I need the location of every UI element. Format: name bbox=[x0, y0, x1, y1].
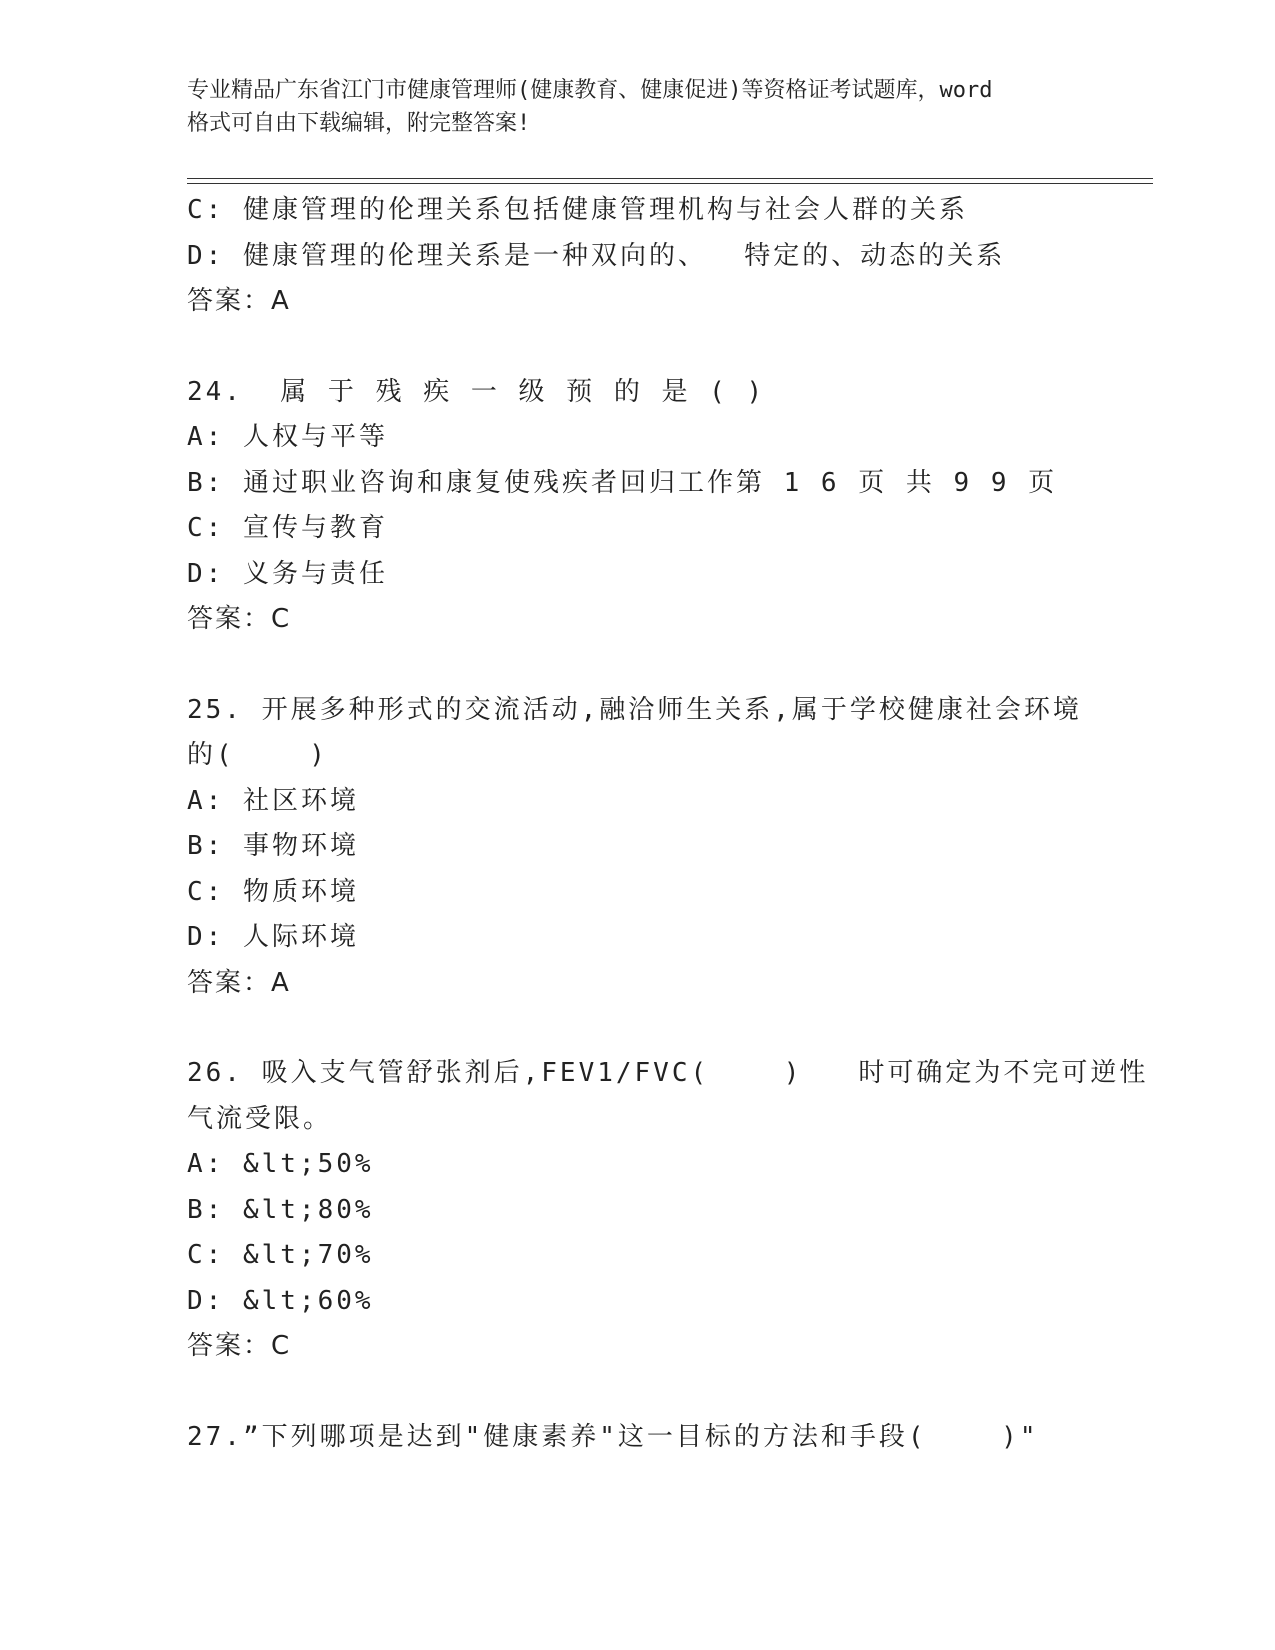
question-stem: 27.”下列哪项是达到"健康素养"这一目标的方法和手段( )" bbox=[187, 1421, 1039, 1452]
option-a: A: 人权与平等 bbox=[187, 422, 388, 452]
header-divider-top bbox=[187, 178, 1153, 179]
document-header bbox=[187, 74, 1087, 140]
option-d: D: 义务与责任 bbox=[187, 558, 388, 589]
option-d: D: 人际环境 bbox=[187, 922, 359, 952]
header-line-1: 专业精品广东省江门市健康管理师(健康教育、健康促进)等资格证考试题库，word bbox=[187, 78, 993, 103]
previous-question bbox=[187, 188, 1087, 325]
option-a: A: &lt;50% bbox=[187, 1149, 374, 1179]
option-b: B: &lt;80% bbox=[187, 1194, 374, 1225]
question-26 bbox=[187, 1051, 1149, 1370]
option-c: C: &lt;70% bbox=[187, 1240, 374, 1270]
question-stem-continued: 的( ) bbox=[187, 740, 328, 770]
question-stem: 25. 开展多种形式的交流活动,融洽师生关系,属于学校健康社会环境 bbox=[187, 694, 1082, 725]
answer: 答案：C bbox=[187, 604, 292, 634]
question-content bbox=[187, 188, 1149, 1460]
header-line-2: 格式可自由下载编辑，附完整答案! bbox=[187, 111, 531, 136]
question-stem-continued: 气流受限。 bbox=[187, 1103, 333, 1134]
option-d: D: &lt;60% bbox=[187, 1285, 374, 1316]
header-divider-bottom bbox=[187, 183, 1153, 184]
option-c: C: 健康管理的伦理关系包括健康管理机构与社会人群的关系 bbox=[187, 195, 968, 225]
question-25 bbox=[187, 688, 1087, 1007]
question-27 bbox=[187, 1415, 1087, 1461]
option-b: B: 事物环境 bbox=[187, 831, 359, 861]
option-d: D: 健康管理的伦理关系是一种双向的、 特定的、动态的关系 bbox=[187, 240, 1006, 271]
question-stem: 26. 吸入支气管舒张剂后,FEV1/FVC( ) 时可确定为不完可逆性 bbox=[187, 1058, 1149, 1088]
answer: 答案：A bbox=[187, 286, 291, 316]
question-24 bbox=[187, 370, 1087, 643]
answer: 答案：A bbox=[187, 967, 291, 998]
option-a: A: 社区环境 bbox=[187, 785, 359, 816]
question-stem: 24. 属 于 残 疾 一 级 预 的 是 ( ) bbox=[187, 376, 766, 407]
option-c: C: 物质环境 bbox=[187, 876, 359, 907]
option-c: C: 宣传与教育 bbox=[187, 513, 388, 543]
option-b: B: 通过职业咨询和康复使残疾者回归工作第 1 6 页 共 9 9 页 bbox=[187, 467, 1058, 498]
answer: 答案：C bbox=[187, 1331, 292, 1361]
